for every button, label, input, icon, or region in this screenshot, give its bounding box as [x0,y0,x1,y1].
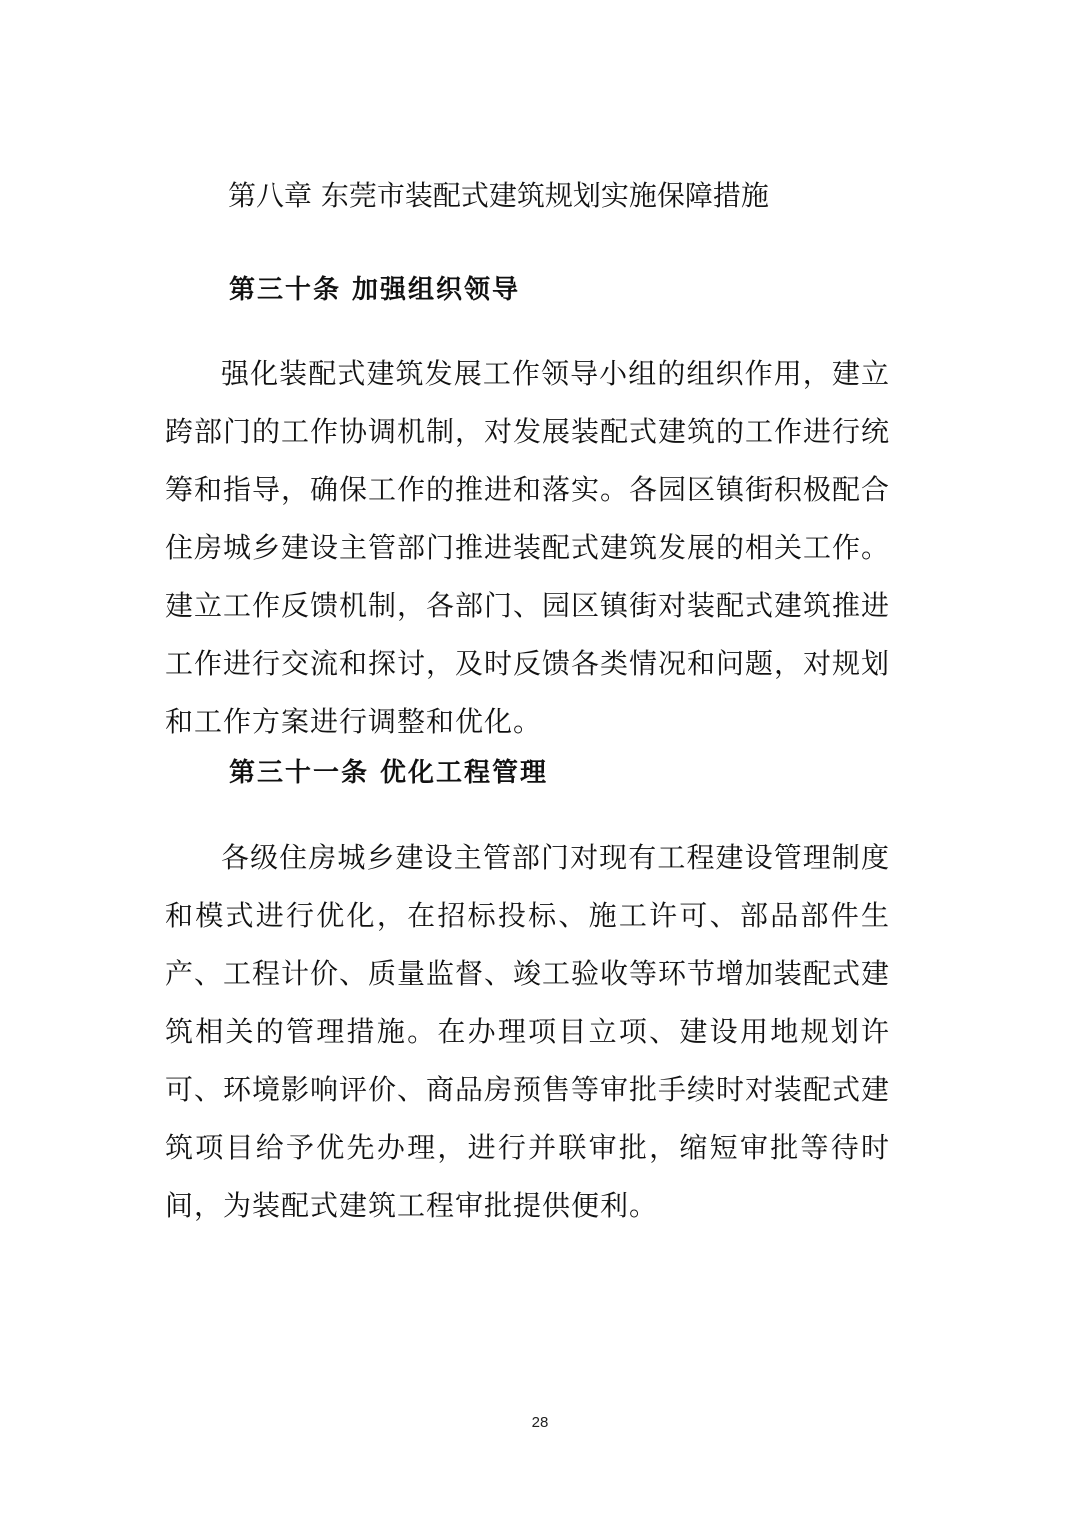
section-heading-31: 第三十一条 优化工程管理 [229,758,549,788]
chapter-title: 第八章 东莞市装配式建筑规划实施保障措施 [228,179,769,212]
section-heading-30: 第三十条 加强组织领导 [229,275,521,305]
section-body-31: 各级住房城乡建设主管部门对现有工程建设管理制度和模式进行优化，在招标投标、施工许可、部品部件生产、工程计价、质量监督、竣工验收等环节增加装配式建筑相关的管理措施。在办理项目立项、建设用地规划许可、环境影响评价、商品房预售等审批手续时对装配式建筑项目给予优先办理，进行并联审批，缩短审批等待时间，为装配式建筑工程审批提供便利。 [165,841,891,1222]
page-number: 28 [531,1414,549,1431]
section-body-30: 强化装配式建筑发展工作领导小组的组织作用，建立跨部门的工作协调机制，对发展装配式建筑的工作进行统筹和指导，确保工作的推进和落实。各园区镇街积极配合住房城乡建设主管部门推进装配式建筑发展的相关工作。建立工作反馈机制，各部门、园区镇街对装配式建筑推进工作进行交流和探讨，及时反馈各类情况和问题，对规划和工作方案进行调整和优化。 [165,357,891,738]
